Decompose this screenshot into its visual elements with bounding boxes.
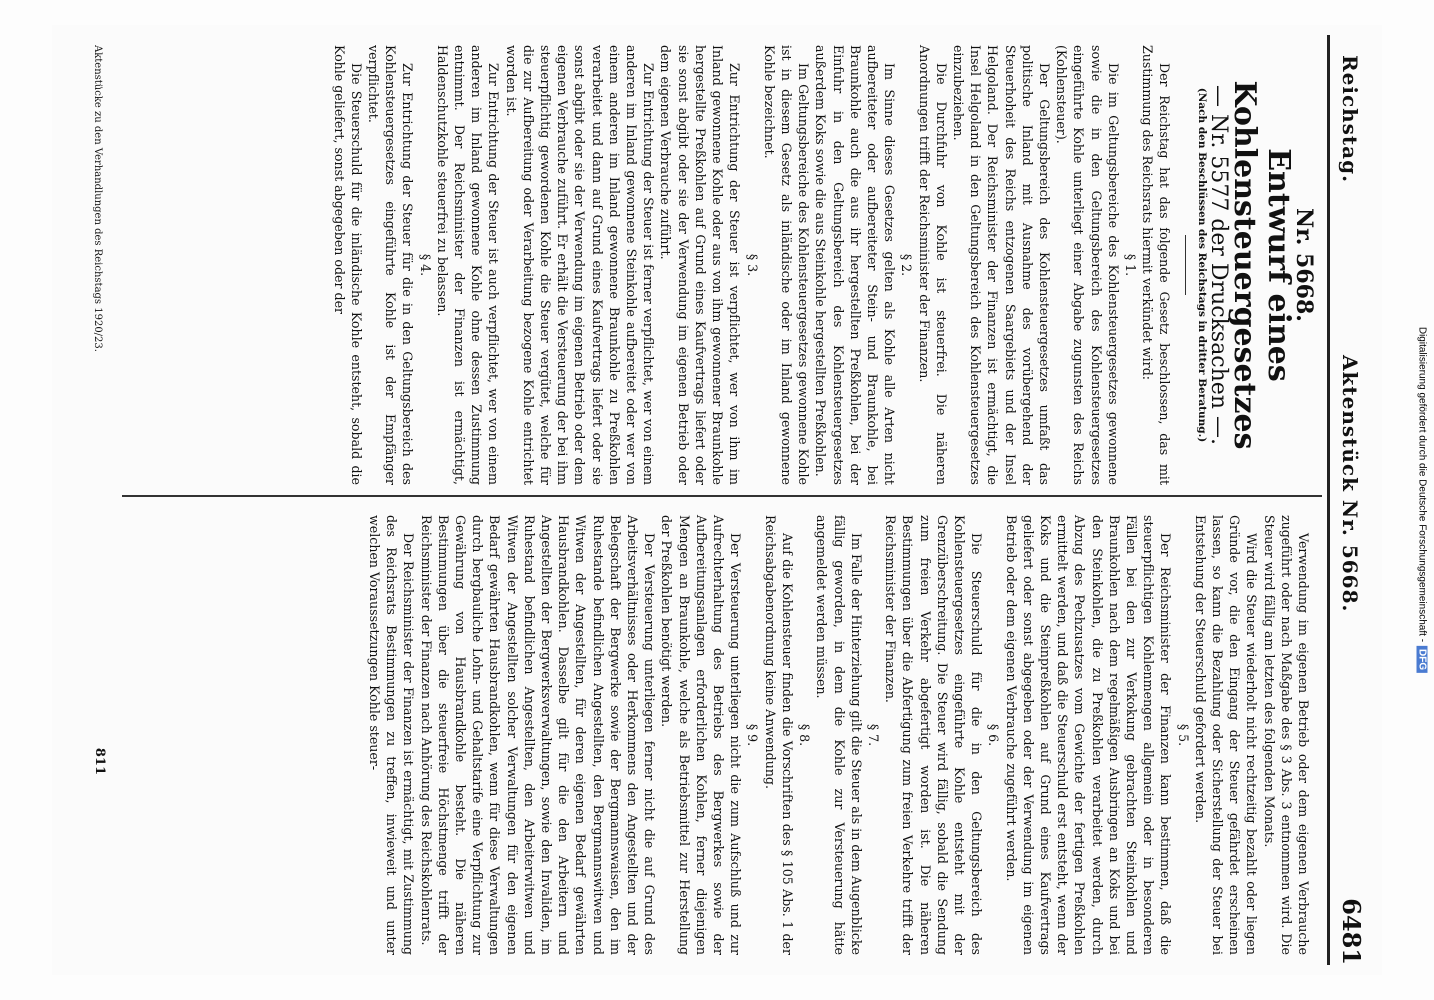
paragraph: Die Steuerschuld für die in den Geltungsbereich des Kohlensteuergesetzes eingeführte Kohle entsteht mit der Grenzüberschreitung. Die Steuer wird fällig, sobald die Sendung zum freien Verkehr abgefertigt worden ist. Die näheren Bestimmungen über die Abfertigung zum freien Verkehre trifft der Reichsminister der Finanzen. bbox=[883, 515, 985, 955]
credit-line bbox=[1417, 327, 1428, 673]
folio-number: 811 bbox=[92, 747, 107, 775]
column-divider bbox=[122, 495, 1322, 497]
paragraph: Wird die Steuer wiederholt nicht rechtzeitig bezahlt oder liegen Gründe vor, die den Eingang der Steuer gefährdet erscheinen lassen, so kann die Bezahlung oder Sicherstellung der Steuer bei Entstehung der Steuerschuld gefordert werden. bbox=[1192, 515, 1260, 955]
paragraph: Der Geltungsbereich des Kohlensteuergesetzes umfaßt das politische Inland mit Ausnahme des vorübergehend der Steuerhoheit des Reichs entzogenen Saargebiets und der Insel Helgoland. Der Reichsminister der Finanzen ist ermächtigt, die Insel Helgoland in den Geltungsbereich des Kohlensteuergesetzes einzubeziehen. bbox=[950, 45, 1052, 485]
header-rule bbox=[1327, 35, 1330, 965]
paragraph: Im Sinne dieses Gesetzes gelten als Kohle alle Arten nicht aufbereiteter oder aufbereiteter Stein- und Braunkohle, bei Braunkohle auch die aus ihr hergestellten Preßkohlen, bei der Einfuhr in den Geltungsbereich des Kohlensteuergesetzes außerdem Koks sowie die aus Steinkohle hergestellten Preßkohlen. bbox=[813, 45, 898, 485]
paragraph: Der Reichsminister der Finanzen ist ermächtigt, mit Zustimmung des Reichsrats Bestimmungen zu treffen, inwieweit und unter welchen Voraussetzungen Kohle steuer- bbox=[367, 515, 417, 955]
paragraph: Auf die Kohlensteuer finden die Vorschriften des § 105 Abs. 1 der Reichsabgabenordnung keine Anwendung. bbox=[762, 515, 795, 955]
right-column bbox=[366, 515, 1312, 955]
header-left: Reichstag. bbox=[1338, 55, 1362, 184]
section-heading: § 4. bbox=[417, 253, 433, 277]
section-heading: § 7. bbox=[865, 723, 881, 747]
page-number: 6481 bbox=[1337, 898, 1366, 965]
section-heading: § 3. bbox=[744, 253, 760, 277]
paragraph: Der Reichsminister der Finanzen kann bestimmen, daß die steuerpflichtigen Kohlenmengen allgemein oder in besonderen Fällen bei den zur Verkokung gebrachten Steinkohlen und Braunkohlen nach dem regelmäßigen Ausbringen an Koks und bei den Steinkohlen, die zu Preßkohlen verarbeitet werden, durch Abzug des Pechzusatzes vom Gewichte der fertigen Preßkohlen ermittelt werden, und daß die Steuerschuld erst entsteht, wenn der Koks und die Steinpreßkohlen auf Grund eines Kaufvertrags geliefert oder sonst abgegeben oder der Verwendung im eigenen Betrieb oder dem eigenen Verbrauche zugeführt werden. bbox=[1003, 515, 1174, 955]
dfg-logo: DFG bbox=[1417, 646, 1428, 673]
paragraph: Die Durchfuhr von Kohle ist steuerfrei. Die näheren Anordnungen trifft der Reichsminister der Finanzen. bbox=[916, 45, 949, 485]
running-header bbox=[1328, 25, 1368, 975]
section-heading: § 6. bbox=[986, 723, 1002, 747]
paragraph: Zur Entrichtung der Steuer ist verpflichtet, wer von ihm im Inland gewonnene Kohle oder aus von ihm gewonnener Braunkohle hergestellte Preßkohlen auf Grund eines Kaufvertrags liefert oder sie sonst abgibt oder sie der Verwendung im eigenen Betrieb oder dem eigenen Verbrauche zuführt. bbox=[658, 45, 743, 485]
title-divider bbox=[1185, 235, 1186, 295]
paragraph: Der Versteuerung unterliegen nicht die zum Aufschluß und zur Aufrechterhaltung des Betriebs des Bergwerkes sowie der Aufbereitungsanlagen erforderlichen Kohlen, ferner diejenigen Mengen an Braunkohle, welche als Betriebsmittel zur Herstellung der Preßkohlen benötigt werden. bbox=[659, 515, 744, 955]
footnote: Aktenstücke zu den Verhandlungen des Reichstags 1920/23. bbox=[92, 45, 103, 352]
section-heading: § 2. bbox=[899, 253, 915, 277]
paragraph: Die im Geltungsbereiche des Kohlensteuergesetzes gewonnene sowie die in den Geltungsbereich des Kohlensteuergesetzes eingeführte Kohle unterliegt einer Abgabe zugunsten des Reichs (Kohlensteuer). bbox=[1054, 45, 1121, 485]
header-title: Aktenstück Nr. 5668. bbox=[1338, 355, 1362, 613]
left-column bbox=[330, 45, 1317, 485]
paragraph: Im Falle der Hinterziehung gilt die Steuer als in dem Augenblicke fällig geworden, in dem die Kohle zur Versteuerung hätte angemeldet werden müssen. bbox=[814, 515, 864, 955]
section-heading: § 5. bbox=[1175, 723, 1191, 747]
section-heading: § 9. bbox=[745, 723, 761, 747]
document-title: Entwurf eines Kohlensteuergesetzes bbox=[1226, 80, 1296, 450]
section-heading: § 8. bbox=[797, 723, 813, 747]
rotated-scan-page bbox=[52, 25, 1382, 975]
section-heading: § 1. bbox=[1122, 253, 1138, 277]
paragraph: Verwendung im eigenen Betrieb oder dem eigenen Verbrauche zugeführt oder nach Maßgabe des § 3 Abs. 3 entnommen wird. Die Steuer wird fällig am letzten des folgenden Monats. bbox=[1261, 515, 1311, 955]
document-subtitle: — Nr. 5577 der Drucksachen —. bbox=[1205, 85, 1231, 445]
digitization-credit bbox=[1412, 10, 1432, 990]
paragraph: Im Geltungsbereiche des Kohlensteuergesetzes gewonnene Kohle ist in diesem Gesetz als inländische oder im Inland gewonnene Kohle bezeichnet. bbox=[761, 45, 812, 485]
paragraph: Der Reichstag hat das folgende Gesetz beschlossen, das mit Zustimmung des Reichsrats hiermit verkündet wird: bbox=[1140, 45, 1173, 485]
paragraph: Zur Entrichtung der Steuer für die in den Geltungsbereich des Kohlensteuergesetzes eingeführte Kohle ist der Empfänger verpflichtet. bbox=[366, 45, 416, 485]
paragraph: Zur Entrichtung der Steuer ist auch verpflichtet, wer von einem anderen im Inland gewonnene Kohle ohne dessen Zustimmung entnimmt. Der Reichsminister der Finanzen ist ermächtigt, Haldenschutzkohle steuerfrei zu belassen. bbox=[434, 45, 502, 485]
document-number: Nr. 5668. bbox=[1291, 208, 1317, 322]
paragraph: Der Versteuerung unterliegen ferner nicht die auf Grund des Arbeitsverhältnisses oder Herkommens den Angestellten und der Belegschaft der Bergwerke sowie der Bergmannswaisen, den im Ruhestande befindlichen Angestellten, den Bergmannswitwen und Witwen der Angestellten, für deren eigenen Bedarf gewährten Hausbrandkohlen. Dasselbe gilt für die den Arbeitern und Angestellten der Bergwerksverwaltungen, sowie den Invaliden, im Ruhestand befindlichen Angestellten, den Arbeiterwitwen und Witwen der Angestellten solcher Verwaltungen für den eigenen Bedarf gewährten Hausbrandkohlen, wenn für diese Verwaltungen durch bergbauliche Lohn- und Gehaltstarife eine Verpflichtung zur Gewährung von Hausbrandkohle besteht. Die näheren Bestimmungen über die steuerfreie Höchstmenge trifft der Reichsminister der Finanzen nach Anhörung des Reichskohlenrats. bbox=[418, 515, 658, 955]
paragraph: Zur Entrichtung der Steuer ist ferner verpflichtet, wer von einem anderen im Inland gewonnene Steinkohle aufbereitet oder wer von einem anderen im Inland gewonnene Braunkohle zu Preßkohlen verarbeitet und dann auf Grund eines Kaufvertrags liefert oder sie sonst abgibt oder sie der Verwendung im eigenen Betrieb oder dem eigenen Verbrauche zuführt. Er erhält die Versteuerung der bei ihm steuerpflichtig gewordenen Kohle die Steuer vergütet, welche für die zur Aufbereitung oder Verarbeitung bezogene Kohle entrichtet worden ist. bbox=[503, 45, 657, 485]
document-note: (Nach den Beschlüssen des Reichstags in dritter Beratung.) bbox=[1195, 87, 1208, 443]
credit-text: Digitalisierung gefördert durch die Deutsche Forschungsgemeinschaft - bbox=[1416, 326, 1428, 643]
paragraph: Die Steuerschuld für die inländische Kohle entsteht, sobald die Kohle geliefert, sonst abgegeben oder der bbox=[331, 45, 364, 485]
